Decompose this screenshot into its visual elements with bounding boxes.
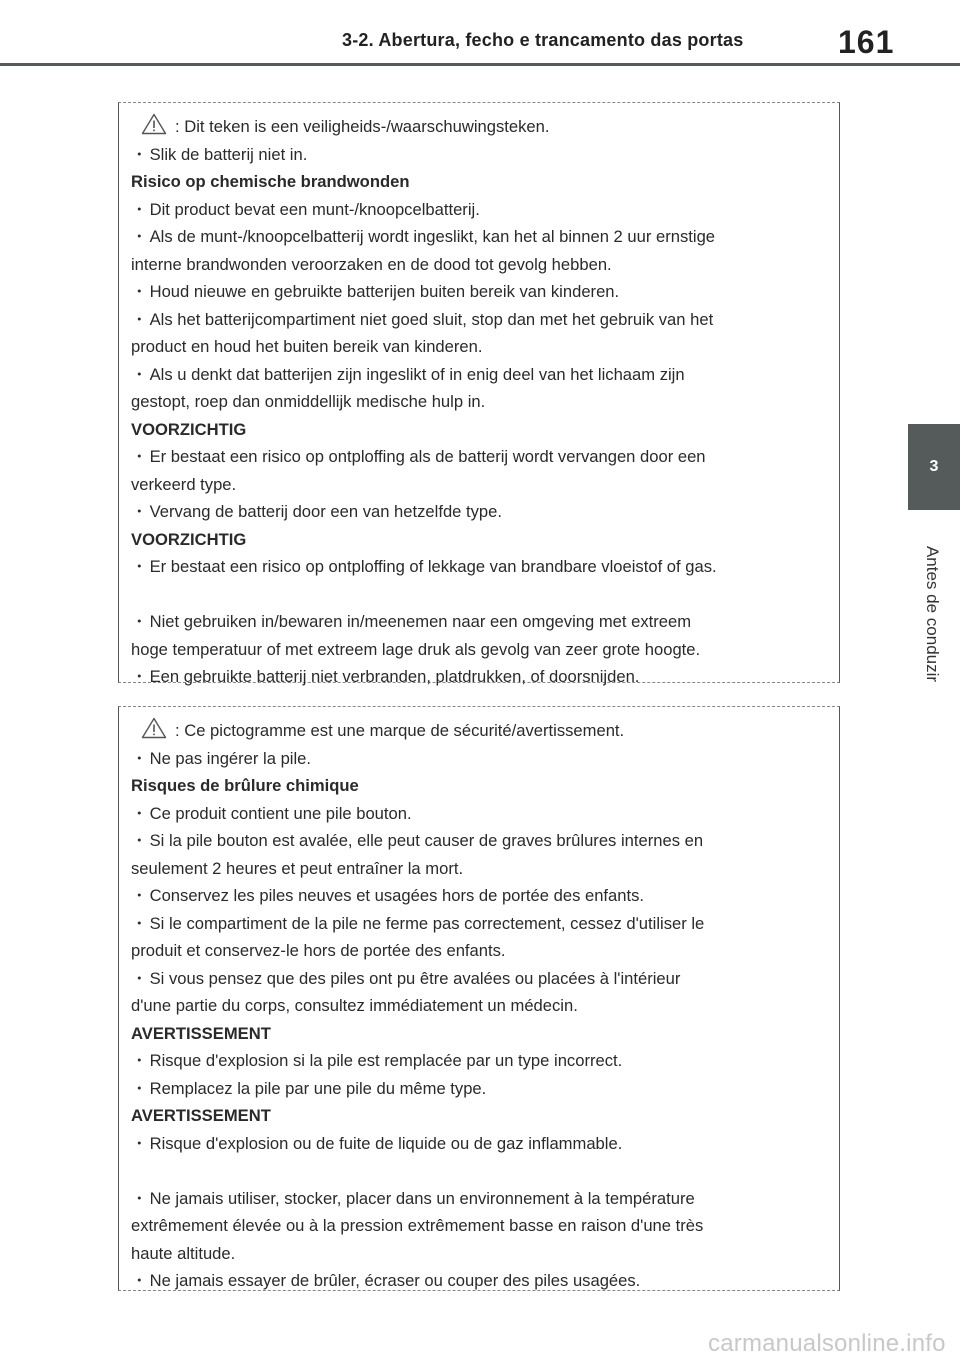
symbol-legend-text: : Dit teken is een veiligheids-/waarschuwingsteken. — [175, 117, 550, 136]
bullet-mark: ・ — [131, 199, 148, 219]
bullet-line — [131, 800, 825, 828]
bullet-text: Ne jamais essayer de brûler, écraser ou couper des piles usagées. — [149, 1271, 641, 1290]
bullet-mark: ・ — [131, 1188, 148, 1208]
bullet-mark: ・ — [131, 886, 148, 905]
continuation-line: extrêmement élevée ou à la pression extrêmement basse en raison d'une très — [131, 1216, 704, 1235]
continuation-line: seulement 2 heures et peut entraîner la mort. — [131, 858, 464, 878]
warning-heading: AVERTISSEMENT — [131, 1023, 271, 1043]
warning-text-french — [131, 717, 825, 1295]
bullet-mark: ・ — [131, 913, 148, 933]
bullet-mark: ・ — [131, 1271, 148, 1290]
bullet-text: Si la pile bouton est avalée, elle peut causer de graves brûlures internes en — [149, 831, 704, 850]
bullet-mark: ・ — [131, 1078, 148, 1098]
warning-heading: AVERTISSEMENT — [131, 1106, 271, 1125]
bullet-text: Ne jamais utiliser, stocker, placer dans un environnement à la température — [149, 1188, 695, 1208]
warning-heading: Risques de brûlure chimique — [131, 776, 359, 795]
bullet-text: Remplacez la pile par une pile du même type. — [149, 1078, 487, 1098]
warning-box-french — [118, 706, 840, 1291]
bullet-text: Vervang de batterij door een van hetzelfde type. — [149, 502, 502, 521]
bullet-mark: ・ — [131, 612, 148, 631]
bullet-text: Houd nieuwe en gebruikte batterijen buiten bereik van kinderen. — [149, 282, 620, 301]
watermark-text: carmanualsonline.info — [708, 1330, 946, 1357]
warning-triangle-icon — [141, 113, 167, 135]
bullet-mark: ・ — [131, 1051, 148, 1070]
bullet-line — [131, 745, 825, 773]
bullet-text: Dit product bevat een munt-/knoopcelbatterij. — [149, 199, 480, 219]
blank-line — [131, 1157, 825, 1185]
bullet-mark: ・ — [131, 748, 148, 768]
chapter-label: Antes de conduzir — [923, 545, 942, 683]
chapter-number: 3 — [929, 458, 939, 475]
chapter-tab[interactable] — [908, 424, 960, 510]
bullet-line — [131, 443, 825, 471]
bullet-text: Niet gebruiken in/bewaren in/meenemen naar een omgeving met extreem — [149, 612, 692, 631]
continuation-line: haute altitude. — [131, 1243, 236, 1263]
continuation-line: d'une partie du corps, consultez immédiatement un médecin. — [131, 996, 578, 1015]
warning-text-dutch — [131, 113, 825, 691]
symbol-legend-line — [131, 113, 825, 141]
bullet-text: Er bestaat een risico op ontploffing als de batterij wordt vervangen door een — [149, 447, 706, 466]
bullet-line — [131, 1267, 825, 1295]
bullet-line — [131, 608, 825, 636]
bullet-text: Ne pas ingérer la pile. — [149, 748, 312, 768]
bullet-mark: ・ — [131, 502, 148, 521]
bullet-text: Er bestaat een risico op ontploffing of lekkage van brandbare vloeistof of gas. — [149, 557, 717, 576]
bullet-mark: ・ — [131, 282, 148, 301]
bullet-line — [131, 553, 825, 581]
bullet-line — [131, 663, 825, 691]
bullet-line — [131, 827, 825, 855]
bullet-line — [131, 1075, 825, 1103]
bullet-text: Si vous pensez que des piles ont pu être avalées ou placées à l'intérieur — [149, 968, 681, 988]
continuation-line: verkeerd type. — [131, 474, 237, 494]
bullet-line — [131, 196, 825, 224]
warning-triangle-icon — [141, 717, 167, 739]
page-number: 161 — [838, 24, 895, 60]
bullet-mark: ・ — [131, 557, 148, 576]
warning-box-dutch — [118, 102, 840, 686]
warning-heading: VOORZICHTIG — [131, 419, 247, 439]
bullet-line — [131, 141, 825, 169]
page-header — [0, 0, 960, 66]
warning-heading: Risico op chemische brandwonden — [131, 172, 410, 191]
bullet-text: Als het batterijcompartiment niet goed sluit, stop dan met het gebruik van het — [149, 309, 714, 329]
bullet-text: Als de munt-/knoopcelbatterij wordt ingeslikt, kan het al binnen 2 uur ernstige — [149, 227, 716, 246]
bullet-mark: ・ — [131, 447, 148, 466]
continuation-line: hoge temperatuur of met extreem lage druk als gevolg van zeer grote hoogte. — [131, 639, 701, 659]
bullet-text: Si le compartiment de la pile ne ferme pas correctement, cessez d'utiliser le — [149, 913, 705, 933]
symbol-legend-line — [131, 717, 825, 745]
bullet-mark: ・ — [131, 968, 148, 988]
continuation-line: gestopt, roep dan onmiddellijk medische hulp in. — [131, 392, 486, 411]
section-title: 3-2. Abertura, fecho e trancamento das portas — [342, 30, 744, 50]
bullet-mark: ・ — [131, 1133, 148, 1153]
continuation-line: interne brandwonden veroorzaken en de dood tot gevolg hebben. — [131, 254, 612, 274]
bullet-text: Risque d'explosion ou de fuite de liquide ou de gaz inflammable. — [149, 1133, 623, 1153]
bullet-text: Als u denkt dat batterijen zijn ingeslikt of in enig deel van het lichaam zijn — [149, 364, 685, 384]
bullet-mark: ・ — [131, 803, 148, 823]
bullet-line — [131, 965, 825, 993]
bullet-mark: ・ — [131, 227, 148, 246]
bullet-line — [131, 223, 825, 251]
bullet-mark: ・ — [131, 364, 148, 384]
bullet-line — [131, 1185, 825, 1213]
symbol-legend-text: : Ce pictogramme est une marque de sécurité/avertissement. — [175, 721, 625, 740]
continuation-line: produit et conservez-le hors de portée des enfants. — [131, 941, 506, 960]
bullet-line — [131, 1047, 825, 1075]
bullet-line — [131, 882, 825, 910]
bullet-line — [131, 306, 825, 334]
bullet-text: Slik de batterij niet in. — [149, 144, 308, 164]
bullet-line — [131, 498, 825, 526]
bullet-line — [131, 361, 825, 389]
bullet-text: Een gebruikte batterij niet verbranden, platdrukken, of doorsnijden. — [149, 667, 640, 686]
warning-heading: VOORZICHTIG — [131, 529, 247, 549]
continuation-line: product en houd het buiten bereik van kinderen. — [131, 337, 483, 356]
bullet-mark: ・ — [131, 667, 148, 686]
bullet-text: Ce produit contient une pile bouton. — [149, 803, 412, 823]
bullet-text: Risque d'explosion si la pile est remplacée par un type incorrect. — [149, 1051, 623, 1070]
bullet-line — [131, 278, 825, 306]
bullet-mark: ・ — [131, 144, 148, 164]
blank-line — [131, 581, 825, 609]
header-rule — [0, 63, 960, 66]
bullet-line — [131, 1130, 825, 1158]
bullet-mark: ・ — [131, 309, 148, 329]
bullet-line — [131, 910, 825, 938]
bullet-mark: ・ — [131, 831, 148, 850]
bullet-text: Conservez les piles neuves et usagées hors de portée des enfants. — [149, 886, 645, 905]
